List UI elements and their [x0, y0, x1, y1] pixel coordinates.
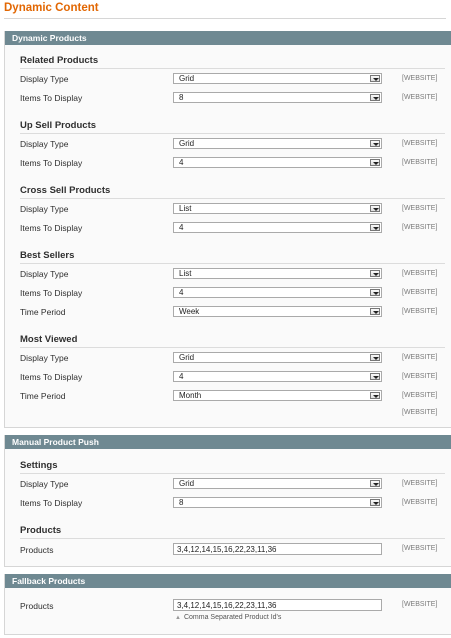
manual-push-header[interactable]: Manual Product Push: [5, 435, 451, 449]
fallback-note-text: Comma Separated Product Id's: [183, 614, 282, 621]
chevron-down-icon[interactable]: [370, 140, 380, 147]
chevron-down-icon[interactable]: [370, 354, 380, 361]
bestsellers-display-type-select[interactable]: [173, 268, 382, 279]
scope-label: [WEBSITE]: [402, 480, 438, 487]
scope-label: [WEBSITE]: [402, 392, 438, 399]
bestsellers-display-type-label: Display Type: [20, 269, 69, 279]
upsell-items-select[interactable]: [173, 157, 382, 168]
scope-label: [WEBSITE]: [402, 289, 438, 296]
crosssell-products-divider: [20, 198, 445, 199]
push-display-type-value: Grid: [179, 479, 195, 488]
bestsellers-display-type-value: List: [179, 269, 192, 278]
related-items-label: Items To Display: [20, 93, 83, 103]
bestsellers-period-select[interactable]: [173, 306, 382, 317]
crosssell-items-label: Items To Display: [20, 223, 83, 233]
crosssell-items-value: 4: [179, 223, 184, 232]
push-display-type-label: Display Type: [20, 479, 69, 489]
chevron-down-icon[interactable]: [370, 308, 380, 315]
dynamic-products-section: [4, 31, 451, 428]
crosssell-display-type-select[interactable]: [173, 203, 382, 214]
related-display-type-select[interactable]: [173, 73, 382, 84]
mostviewed-display-type-value: Grid: [179, 353, 195, 362]
upsell-display-type-select[interactable]: [173, 138, 382, 149]
mostviewed-items-value: 4: [179, 372, 184, 381]
scope-label: [WEBSITE]: [402, 224, 438, 231]
scope-label: [WEBSITE]: [402, 409, 438, 416]
chevron-down-icon[interactable]: [370, 499, 380, 506]
fallback-section: [4, 574, 451, 635]
chevron-down-icon[interactable]: [370, 270, 380, 277]
fallback-note: [175, 614, 281, 621]
related-items-value: 8: [179, 93, 184, 102]
scope-label: [WEBSITE]: [402, 373, 438, 380]
push-products-label: Products: [20, 545, 54, 555]
crosssell-items-select[interactable]: [173, 222, 382, 233]
crosssell-products-title: Cross Sell Products: [20, 185, 111, 196]
mostviewed-display-type-label: Display Type: [20, 353, 69, 363]
products-title: Products: [20, 525, 62, 536]
push-products-input[interactable]: [173, 543, 382, 555]
scope-label: [WEBSITE]: [402, 159, 438, 166]
chevron-down-icon[interactable]: [370, 94, 380, 101]
chevron-down-icon[interactable]: [370, 159, 380, 166]
upsell-display-type-value: Grid: [179, 139, 195, 148]
bestsellers-items-select[interactable]: [173, 287, 382, 298]
bestsellers-items-value: 4: [179, 288, 184, 297]
scope-label: [WEBSITE]: [402, 601, 438, 608]
chevron-down-icon[interactable]: [370, 480, 380, 487]
scope-label: [WEBSITE]: [402, 75, 438, 82]
scope-label: [WEBSITE]: [402, 499, 438, 506]
chevron-down-icon[interactable]: [370, 224, 380, 231]
chevron-down-icon[interactable]: [370, 75, 380, 82]
mostviewed-period-label: Time Period: [20, 391, 66, 401]
mostviewed-title: Most Viewed: [20, 334, 78, 345]
push-items-value: 8: [179, 498, 184, 507]
bestsellers-title: Best Sellers: [20, 250, 75, 261]
mostviewed-divider: [20, 347, 445, 348]
title-divider: [4, 18, 446, 19]
scope-label: [WEBSITE]: [402, 94, 438, 101]
manual-push-section: [4, 435, 451, 567]
products-divider: [20, 538, 445, 539]
scope-label: [WEBSITE]: [402, 354, 438, 361]
chevron-down-icon[interactable]: [370, 373, 380, 380]
mostviewed-items-label: Items To Display: [20, 372, 83, 382]
fallback-products-input[interactable]: [173, 599, 382, 611]
fallback-products-label: Products: [20, 601, 54, 611]
scope-label: [WEBSITE]: [402, 308, 438, 315]
bestsellers-divider: [20, 263, 445, 264]
push-items-select[interactable]: [173, 497, 382, 508]
mostviewed-period-select[interactable]: [173, 390, 382, 401]
settings-divider: [20, 473, 445, 474]
upsell-items-label: Items To Display: [20, 158, 83, 168]
bestsellers-items-label: Items To Display: [20, 288, 83, 298]
related-products-title: Related Products: [20, 55, 99, 66]
bestsellers-period-value: Week: [179, 307, 200, 316]
mostviewed-period-value: Month: [179, 391, 202, 400]
upsell-items-value: 4: [179, 158, 184, 167]
upsell-display-type-label: Display Type: [20, 139, 69, 149]
upsell-products-title: Up Sell Products: [20, 120, 97, 131]
bestsellers-period-label: Time Period: [20, 307, 66, 317]
crosssell-display-type-label: Display Type: [20, 204, 69, 214]
upsell-products-divider: [20, 133, 445, 134]
settings-title: Settings: [20, 460, 58, 471]
page-title: Dynamic Content: [4, 2, 99, 14]
fallback-header[interactable]: Fallback Products: [5, 574, 451, 588]
related-display-type-label: Display Type: [20, 74, 69, 84]
related-items-select[interactable]: [173, 92, 382, 103]
chevron-down-icon[interactable]: [370, 392, 380, 399]
scope-label: [WEBSITE]: [402, 270, 438, 277]
mostviewed-display-type-select[interactable]: [173, 352, 382, 363]
scope-label: [WEBSITE]: [402, 545, 438, 552]
chevron-down-icon[interactable]: [370, 289, 380, 296]
related-display-type-value: Grid: [179, 74, 195, 83]
mostviewed-items-select[interactable]: [173, 371, 382, 382]
triangle-up-icon: ▲: [175, 615, 181, 621]
dynamic-products-header[interactable]: Dynamic Products: [5, 31, 451, 45]
chevron-down-icon[interactable]: [370, 205, 380, 212]
push-items-label: Items To Display: [20, 498, 83, 508]
crosssell-display-type-value: List: [179, 204, 192, 213]
related-products-divider: [20, 68, 445, 69]
scope-label: [WEBSITE]: [402, 140, 438, 147]
push-display-type-select[interactable]: [173, 478, 382, 489]
scope-label: [WEBSITE]: [402, 205, 438, 212]
